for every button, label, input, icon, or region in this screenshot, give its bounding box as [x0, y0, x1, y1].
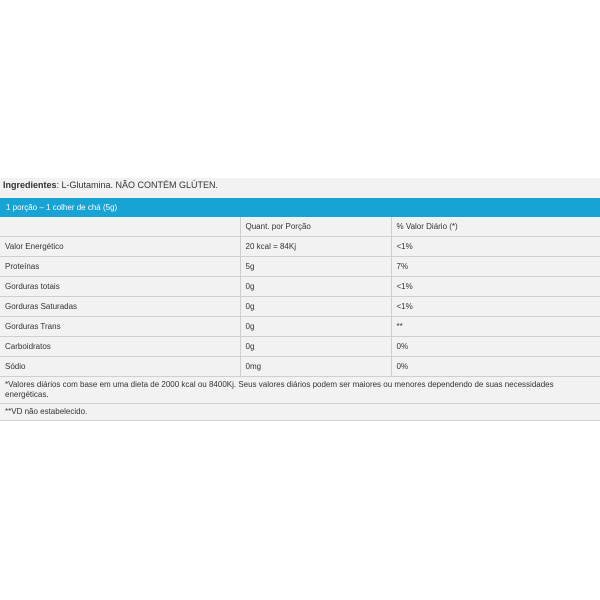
table-row [0, 297, 600, 317]
nutrient-name: Valor Energético [0, 237, 240, 257]
footnote-not-established: **VD não estabelecido. [0, 404, 600, 421]
nutrient-amount: 20 kcal = 84Kj [240, 237, 391, 257]
table-row [0, 257, 600, 277]
nutrient-daily-value: 0% [391, 337, 600, 357]
table-row [0, 237, 600, 257]
nutrient-amount: 0g [240, 277, 391, 297]
footnote-daily-values: *Valores diários com base em uma dieta de 2000 kcal ou 8400Kj. Seus valores diários podem ser maiores ou menores dependendo de suas necessidades energéticas. [0, 377, 600, 404]
serving-size-bar: 1 porção – 1 colher de chá (5g) [0, 198, 600, 217]
table-header-cell: % Valor Diário (*) [391, 217, 600, 237]
table-row [0, 277, 600, 297]
nutrient-daily-value: <1% [391, 297, 600, 317]
nutrient-amount: 0g [240, 317, 391, 337]
table-row [0, 357, 600, 377]
table-header-row [0, 217, 600, 237]
nutrient-name: Proteínas [0, 257, 240, 277]
nutrient-amount: 0mg [240, 357, 391, 377]
table-header-cell: Quant. por Porção [240, 217, 391, 237]
nutrient-name: Carboidratos [0, 337, 240, 357]
nutrient-name: Gorduras Saturadas [0, 297, 240, 317]
ingredients-line [0, 178, 600, 198]
ingredients-label: Ingredientes [3, 180, 57, 190]
nutrient-daily-value: ** [391, 317, 600, 337]
nutrient-amount: 5g [240, 257, 391, 277]
nutrient-amount: 0g [240, 337, 391, 357]
nutrient-amount: 0g [240, 297, 391, 317]
table-header-cell [0, 217, 240, 237]
nutrition-table [0, 217, 600, 377]
nutrient-daily-value: 0% [391, 357, 600, 377]
ingredients-text: : L-Glutamina. NÃO CONTÉM GLÚTEN. [56, 180, 219, 190]
table-row [0, 317, 600, 337]
table-row [0, 337, 600, 357]
nutrient-name: Gorduras totais [0, 277, 240, 297]
nutrient-name: Sódio [0, 357, 240, 377]
nutrient-daily-value: <1% [391, 237, 600, 257]
nutrient-daily-value: <1% [391, 277, 600, 297]
nutrition-facts-panel [0, 178, 600, 421]
nutrient-daily-value: 7% [391, 257, 600, 277]
nutrient-name: Gorduras Trans [0, 317, 240, 337]
